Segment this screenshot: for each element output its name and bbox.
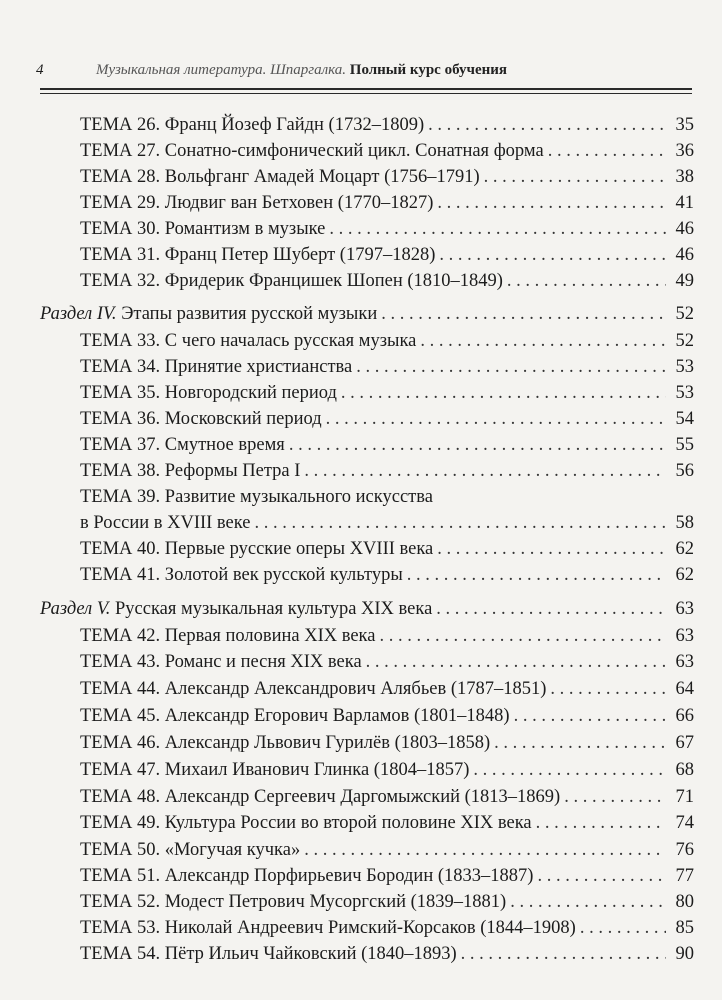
entry-page: 62 [675, 565, 694, 585]
entry-page: 63 [675, 599, 694, 619]
entry-label: ТЕМА 45. [80, 706, 161, 726]
entry-page: 63 [675, 626, 694, 646]
entry-label: ТЕМА 28. [80, 167, 161, 187]
entry-label: ТЕМА 54. [80, 944, 161, 964]
entry-title: Франц Йозеф Гайдн (1732–1809) [164, 115, 425, 135]
dot-leader [341, 381, 666, 405]
entry-title: Александр Порфирьевич Бородин (1833–1887) [164, 866, 534, 886]
toc-entry-32[interactable] [80, 269, 694, 293]
entry-title: Франц Петер Шуберт (1797–1828) [164, 245, 436, 265]
entry-page: 56 [675, 461, 694, 481]
toc-entry-44[interactable] [80, 677, 694, 701]
entry-page: 71 [675, 787, 694, 807]
entry-label: ТЕМА 33. [80, 331, 161, 351]
toc-entry-52[interactable] [80, 890, 694, 914]
running-title-italic: Музыкальная литература. Шпаргалка. [96, 62, 347, 78]
toc-entry-33[interactable] [80, 329, 694, 353]
dot-leader [407, 563, 666, 587]
dot-leader [437, 537, 666, 561]
entry-title: Золотой век русской культуры [164, 565, 403, 585]
dot-leader [428, 113, 666, 137]
entry-page: 35 [675, 115, 694, 135]
entry-title: Первые русские оперы XVIII века [164, 539, 434, 559]
entry-title: Николай Андреевич Римский-Корсаков (1844–1908) [164, 918, 576, 938]
dot-leader [329, 217, 666, 241]
entry-page: 41 [675, 193, 694, 213]
entry-label: ТЕМА 47. [80, 760, 161, 780]
dot-leader [326, 407, 666, 431]
dot-leader [381, 302, 666, 326]
entry-label: ТЕМА 37. [80, 435, 161, 455]
entry-title: Развитие музыкального искусства [164, 487, 433, 507]
toc-entry-29[interactable] [80, 191, 694, 215]
entry-page: 46 [675, 219, 694, 239]
toc-entry-35[interactable] [80, 381, 694, 405]
entry-title: Первая половина XIX века [164, 626, 376, 646]
toc-entry-53[interactable] [80, 916, 694, 940]
toc-entry-36[interactable] [80, 407, 694, 431]
entry-page: 90 [675, 944, 694, 964]
toc-entry-48[interactable] [80, 785, 694, 809]
entry-label: ТЕМА 38. [80, 461, 161, 481]
dot-leader [548, 139, 666, 163]
toc-entry-38[interactable] [80, 459, 694, 483]
dot-leader [473, 758, 666, 782]
entry-page: 66 [675, 706, 694, 726]
entry-page: 53 [675, 357, 694, 377]
dot-leader [580, 916, 666, 940]
toc-section-5[interactable] [40, 597, 694, 621]
toc-entry-30[interactable] [80, 217, 694, 241]
entry-page: 62 [675, 539, 694, 559]
toc-entry-41[interactable] [80, 563, 694, 587]
entry-title: Александр Сергеевич Даргомыжский (1813–1869) [164, 787, 561, 807]
dot-leader [536, 811, 666, 835]
dot-leader [439, 243, 666, 267]
entry-label: ТЕМА 40. [80, 539, 161, 559]
toc-entry-49[interactable] [80, 811, 694, 835]
entry-label: ТЕМА 34. [80, 357, 161, 377]
toc-entry-39-cont[interactable] [80, 511, 694, 535]
entry-page: 67 [675, 733, 694, 753]
toc-entry-43[interactable] [80, 650, 694, 674]
entry-label: ТЕМА 27. [80, 141, 161, 161]
entry-page: 76 [675, 840, 694, 860]
section-label: Раздел IV. [40, 304, 117, 324]
dot-leader [366, 650, 666, 674]
section-title: Русская музыкальная культура XIX века [115, 599, 433, 619]
entry-label: ТЕМА 35. [80, 383, 161, 403]
dot-leader [461, 942, 666, 966]
dot-leader [510, 890, 666, 914]
entry-title: Пётр Ильич Чайковский (1840–1893) [164, 944, 457, 964]
entry-page: 53 [675, 383, 694, 403]
entry-label: ТЕМА 39. [80, 487, 161, 507]
dot-leader [564, 785, 666, 809]
toc-entry-37[interactable] [80, 433, 694, 457]
entry-title: Романс и песня XIX века [164, 652, 362, 672]
entry-label: ТЕМА 36. [80, 409, 161, 429]
entry-label: ТЕМА 50. [80, 840, 161, 860]
dot-leader [436, 597, 666, 621]
entry-page: 74 [675, 813, 694, 833]
entry-label: ТЕМА 32. [80, 271, 161, 291]
entry-label: ТЕМА 29. [80, 193, 161, 213]
entry-page: 55 [675, 435, 694, 455]
toc-entry-40[interactable] [80, 537, 694, 561]
entry-page: 46 [675, 245, 694, 265]
entry-title: Вольфганг Амадей Моцарт (1756–1791) [164, 167, 480, 187]
section-title: Этапы развития русской музыки [121, 304, 378, 324]
entry-label: ТЕМА 49. [80, 813, 161, 833]
entry-title: Михаил Иванович Глинка (1804–1857) [164, 760, 470, 780]
entry-title: Московский период [164, 409, 322, 429]
entry-label: ТЕМА 31. [80, 245, 161, 265]
dot-leader [494, 731, 666, 755]
entry-title: Сонатно-симфонический цикл. Сонатная форма [164, 141, 544, 161]
dot-leader [289, 433, 666, 457]
entry-label: ТЕМА 46. [80, 733, 161, 753]
toc-entry-31[interactable] [80, 243, 694, 267]
dot-leader [437, 191, 666, 215]
entry-page: 54 [675, 409, 694, 429]
entry-title: Александр Львович Гурилёв (1803–1858) [164, 733, 491, 753]
entry-label: ТЕМА 41. [80, 565, 161, 585]
entry-page: 68 [675, 760, 694, 780]
dot-leader [484, 165, 666, 189]
entry-label: ТЕМА 52. [80, 892, 161, 912]
dot-leader [379, 624, 666, 648]
toc-entry-34[interactable] [80, 355, 694, 379]
entry-title: Людвиг ван Бетховен (1770–1827) [164, 193, 434, 213]
entry-title: Смутное время [164, 435, 285, 455]
dot-leader [550, 677, 666, 701]
toc-entry-54[interactable] [80, 942, 694, 966]
toc-entry-28[interactable] [80, 165, 694, 189]
toc-entry-26[interactable] [80, 113, 694, 137]
entry-page: 49 [675, 271, 694, 291]
entry-page: 38 [675, 167, 694, 187]
dot-leader [255, 511, 666, 535]
entry-label: ТЕМА 44. [80, 679, 161, 699]
entry-label: ТЕМА 43. [80, 652, 161, 672]
entry-page: 52 [675, 304, 694, 324]
toc-entry-42[interactable] [80, 624, 694, 648]
entry-label: ТЕМА 42. [80, 626, 161, 646]
entry-label: ТЕМА 48. [80, 787, 161, 807]
entry-title: Александр Александрович Алябьев (1787–1851) [164, 679, 547, 699]
dot-leader [356, 355, 666, 379]
toc-entry-46[interactable] [80, 731, 694, 755]
dot-leader [304, 459, 666, 483]
entry-title: Романтизм в музыке [164, 219, 326, 239]
entry-page: 64 [675, 679, 694, 699]
entry-page: 77 [675, 866, 694, 886]
toc-entry-27[interactable] [80, 139, 694, 163]
section-label: Раздел V. [40, 599, 111, 619]
entry-title: Фридерик Францишек Шопен (1810–1849) [164, 271, 503, 291]
toc-entry-45[interactable] [80, 704, 694, 728]
entry-page: 36 [675, 141, 694, 161]
dot-leader [304, 838, 666, 862]
entry-title: С чего началась русская музыка [164, 331, 417, 351]
entry-label: ТЕМА 30. [80, 219, 161, 239]
dot-leader [514, 704, 666, 728]
entry-title: Модест Петрович Мусоргский (1839–1881) [164, 892, 507, 912]
entry-title: Реформы Петра I [164, 461, 301, 481]
toc-section-4[interactable] [40, 302, 694, 326]
entry-title: Культура России во второй половине XIX века [164, 813, 532, 833]
entry-title: Александр Егорович Варламов (1801–1848) [164, 706, 510, 726]
entry-page: 85 [675, 918, 694, 938]
toc-entry-39[interactable] [80, 485, 694, 509]
dot-leader [507, 269, 666, 293]
running-title-bold: Полный курс обучения [349, 62, 508, 78]
toc-entry-50[interactable] [80, 838, 694, 862]
entry-title: «Могучая кучка» [164, 840, 301, 860]
entry-page: 58 [675, 513, 694, 533]
entry-page: 52 [675, 331, 694, 351]
toc-entry-47[interactable] [80, 758, 694, 782]
entry-title: Новгородский период [164, 383, 337, 403]
page-number: 4 [36, 62, 44, 78]
entry-page: 80 [675, 892, 694, 912]
entry-label: ТЕМА 51. [80, 866, 161, 886]
entry-title-continued: в России в XVIII веке [80, 513, 251, 533]
entry-title: Принятие христианства [164, 357, 353, 377]
entry-label: ТЕМА 26. [80, 115, 161, 135]
dot-leader [537, 864, 666, 888]
toc-entry-51[interactable] [80, 864, 694, 888]
entry-label: ТЕМА 53. [80, 918, 161, 938]
dot-leader [420, 329, 666, 353]
entry-page: 63 [675, 652, 694, 672]
